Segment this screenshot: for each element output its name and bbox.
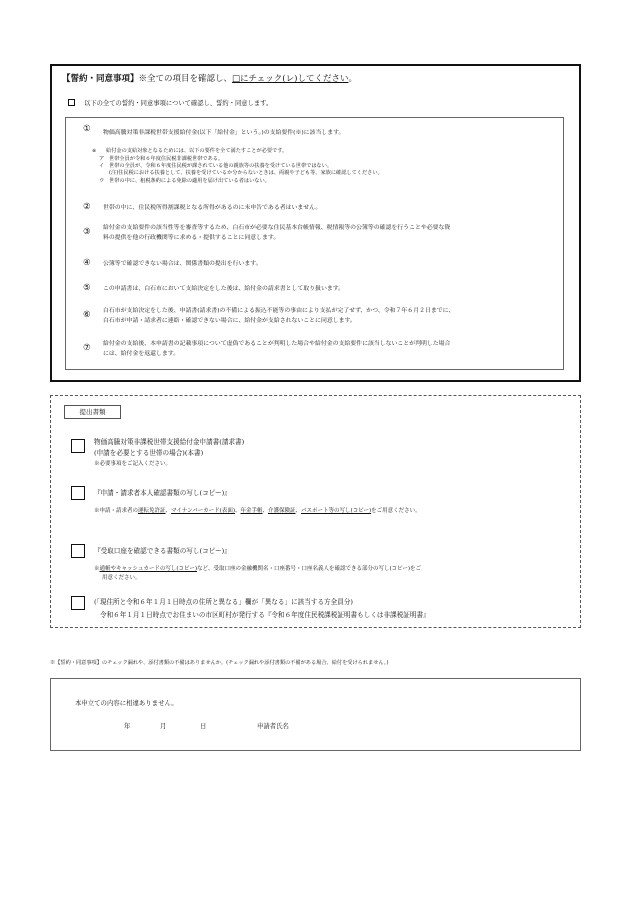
- doc-id-note: ※申請・請求者の運転免許証、マイナンバーカード(表面)、年金手帳、介護保険証、パスポート等の写し(コピー)をご用意ください。: [94, 508, 421, 514]
- pledge-item-text: 給付金の支給後、本申請書の記載事項について虚偽であることが判明した場合や給付金の支給要件に該当しないことが判明した場合: [103, 341, 451, 347]
- applicant-name-label: 申請者氏名: [257, 722, 289, 730]
- doc-tax-certificate-title: 令和６年１月１日時点でお住まいの市区町村が発行する『令和６年度住民税課税証明書もしくは非課税証明書』: [100, 611, 430, 619]
- pledge-section: [50, 64, 581, 382]
- item-number: ⑤: [83, 283, 91, 293]
- item-number: ③: [83, 227, 91, 237]
- check-reminder: ※【誓約・同意事項】のチェック漏れや、添付書類の不備はありませんか。(チェック漏れや添付書類の不備がある場合、給付を受けられません。): [50, 660, 389, 666]
- item-number: ⑦: [83, 343, 91, 353]
- agree-all-label: 以下の全ての誓約・同意事項について確認し、誓約・同意します。: [84, 100, 273, 107]
- doc-tax-certificate-condition: (「現住所と令和６年１月１日時点の住所と異なる」欄が「異なる」に該当する方全員分): [94, 598, 353, 606]
- pledge-item-text: 白石市が申請・請求者に連絡・確認できない場合に、給付金が支給されないことに同意します。: [103, 318, 356, 324]
- note-caution: (注)住民税における扶養として、扶養を受けているか分からないときは、両親や子ども等、家族に確認してください。: [109, 170, 383, 176]
- pledge-item-text: には、給付金を返還します。: [103, 351, 180, 357]
- note-item-text: 世帯の全員が、令和６年度住民税が課されている他の親族等の扶養を受けている世帯ではない。: [109, 163, 333, 169]
- doc-id-title: 『申請・請求者本人確認書類の写し(コピー)』: [94, 489, 231, 497]
- pledge-item-text: 白石市が支給決定をした後、申請書(請求書)の不備による振込不能等の事由により支払が完了せず、かつ、令和７年６月２日までに、: [103, 308, 455, 314]
- item-number: ②: [83, 202, 91, 212]
- doc-account-note-cont: 用意ください。: [102, 575, 141, 581]
- doc-application-subtitle: (申請を必要とする世帯の場合)(本書): [94, 449, 204, 457]
- pledge-item-text: 公簿等で確認できない場合は、関係書類の提出を行います。: [103, 261, 262, 267]
- documents-tag: 提出書類: [64, 405, 121, 419]
- pledge-item-text: 物価高騰対策非課税世帯支援給付金(以下「給付金」という。)の支給要件(※)に該当します。: [103, 130, 345, 136]
- pledge-heading-label: 【誓約・同意事項】: [62, 74, 139, 84]
- declaration-statement: 本申立ての内容に相違ありません。: [75, 699, 178, 707]
- month-label: 月: [160, 722, 167, 730]
- agree-checkbox[interactable]: [68, 99, 75, 106]
- doc-account-note: ※通帳やキャッシュカードの写し(コピー)など、受取口座の金融機関名・口座番号・口座名義人を確認できる部分の写し(コピー)をご: [94, 566, 422, 572]
- day-label: 日: [200, 722, 207, 730]
- doc-application-note: ※必要事項をご記入ください。: [94, 461, 172, 467]
- pledge-item-text: 料の提供を他の行政機関等に求める・提供することに同意します。: [103, 235, 280, 241]
- doc-application-title: 物価高騰対策非課税世帯支援給付金申請書(請求書): [94, 438, 245, 446]
- doc-tax-certificate-checkbox[interactable]: [71, 596, 85, 610]
- declaration-section: [50, 678, 581, 751]
- item-number: ⑥: [83, 310, 91, 320]
- note-intro: 給付金の支給対象となるためには、以下の要件を全て満たすことが必要です。: [106, 148, 288, 154]
- pledge-heading: 【誓約・同意事項】※全ての項目を確認し、□にチェック(レ)してください。: [62, 74, 357, 84]
- note-item-text: 世帯全員が令和６年度住民税非課税世帯である。: [109, 156, 224, 162]
- agree-all-row[interactable]: [68, 98, 272, 107]
- doc-account-checkbox[interactable]: [71, 544, 85, 558]
- doc-account-title: 『受取口座を確認できる書類の写し(コピー)』: [94, 547, 231, 555]
- year-label: 年: [124, 722, 131, 730]
- note-mark: ※: [92, 148, 97, 154]
- doc-id-checkbox[interactable]: [71, 486, 85, 500]
- item-number: ①: [83, 124, 91, 134]
- pledge-list: ① 物価高騰対策非課税世帯支援給付金(以下「給付金」という。)の支給要件(※)に該当します。 ※ 給付金の支給対象となるためには、以下の要件を全て満たすことが必要です。 ア 世帯全員が令和６年度住民税非課税世帯である。 イ 世帯の全員が、令和６年度住民税が課されている他の親族等の扶養を受けている世帯ではない。 (注)住民税における扶養として、扶養を受けているか分からないときは、両親や子ども等、家族に確認してください。 ウ 世帯の中に、租税条約による免除の適用を届け出ている者はいない。 ② 世帯の中に、住民税所得割課税となる所得があるのに未申告である者はいません。 ③ 給付金の支給要件の該当性等を審査等するため、白石市が必要な住民基本台帳情報、税情報等の公簿等の確認を行うことや必要な資 料の提供を他の行政機関等に求める・提供することに同意します。 ④ 公簿等で確認できない場合は、関係書類の提出を行います。 ⑤ この申請書は、白石市において支給決定をした後は、給付金の請求書として取り扱います。 ⑥ 白石市が支給決定をした後、申請書(請求書)の不備による振込不能等の事由により支払が完了せず、かつ、令和７年６月２日までに、 白石市が申請・請求者に連絡・確認できない場合に、給付金が支給されないことに同意します。 ⑦ 給付金の支給後、本申請書の記載事項について虚偽であることが判明した場合や給付金の支給要件に該当しないことが判明した場合 には、給付金を返還します。: [65, 117, 564, 370]
- doc-application-checkbox[interactable]: [71, 439, 85, 453]
- item-number: ④: [83, 258, 91, 268]
- pledge-item-text: 世帯の中に、住民税所得割課税となる所得があるのに未申告である者はいません。: [103, 205, 322, 211]
- pledge-item-text: この申請書は、白石市において支給決定をした後は、給付金の請求書として取り扱います。: [103, 286, 345, 292]
- documents-section: [50, 395, 581, 628]
- note-item-text: 世帯の中に、租税条約による免除の適用を届け出ている者はいない。: [109, 178, 270, 184]
- pledge-item-text: 給付金の支給要件の該当性等を審査等するため、白石市が必要な住民基本台帳情報、税情報等の公簿等の確認を行うことや必要な資: [103, 225, 451, 231]
